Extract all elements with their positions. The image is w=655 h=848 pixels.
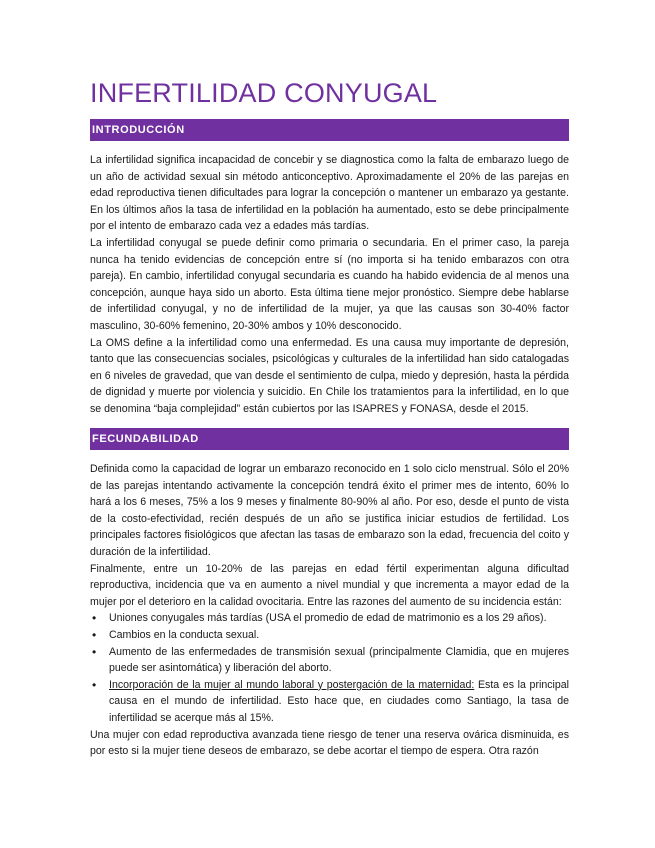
section-body-fecundabilidad [90, 461, 569, 760]
list-item [90, 677, 569, 727]
list-item-text: Aumento de las enfermedades de transmisión sexual (principalmente Clamidia, que en mujeres puede ser asintomática) y liberación del aborto. [109, 645, 569, 675]
list-item [90, 610, 569, 627]
section-body-introduccion [90, 152, 569, 418]
list-item [90, 627, 569, 644]
list-item-text: Uniones conyugales más tardías (USA el promedio de edad de matrimonio es a los 29 años). [109, 612, 547, 625]
paragraph: La infertilidad conyugal se puede definir como primaria o secundaria. En el primer caso, la pareja nunca ha tenido evidencias de concepción entre sí (no importa si ha tenido embarazos con otra pareja). En cambio, infertilidad conyugal secundaria es cuando ha habido evidencia de al menos una concepción, aunque haya sido un aborto. Esta última tiene mejor pronóstico. Siempre debe hablarse de infertilidad conyugal, y no de infertilidad de la mujer, ya que las causas son 30-40% factor masculino, 30-60% femenino, 20-30% ambos y 10% desconocido. [90, 236, 569, 332]
underlined-lead: Incorporación de la mujer al mundo laboral y postergación de la maternidad: [109, 678, 475, 691]
paragraph: La infertilidad significa incapacidad de concebir y se diagnostica como la falta de embarazo luego de un año de actividad sexual sin método anticonceptivo. Aproximadamente el 20% de las parejas en edad reproductiva tienen dificultades para lograr la concepción o mantener un embarazo ya gestante. En los últimos años la tasa de infertilidad en la población ha aumentado, esto se debe principalmente por el intento de embarazo cada vez a edades más tardías. [90, 154, 569, 233]
paragraph: Finalmente, entre un 10-20% de las parejas en edad fértil experimentan alguna dificultad reproductiva, incidencia que va en aumento a nivel mundial y que incrementa a mayor edad de la mujer por el deterioro en la calidad ovocitaria. Entre las razones del aumento de su incidencia están: [90, 562, 569, 608]
section-heading-fecundabilidad: FECUNDABILIDAD [90, 428, 569, 450]
document-title: INFERTILIDAD CONYUGAL [90, 78, 438, 108]
paragraph: La OMS define a la infertilidad como una enfermedad. Es una causa muy importante de depresión, tanto que las consecuencias sociales, psicológicas y culturales de la infertilidad han sido catalogadas en 6 niveles de gravedad, que van desde el sentimiento de culpa, miedo y depresión, hasta la pérdida de dignidad y muerte por violencia y suicidio. En Chile los tratamientos para la infertilidad, en lo que se denomina “baja complejidad” están cubiertos por las ISAPRES y FONASA, desde el 2015. [90, 336, 569, 415]
bullet-list [90, 610, 569, 726]
list-item-text: Esta es la principal causa en el mundo de infertilidad. Esto hace que, en ciudades como Santiago, la tasa de infertilidad se acerque más al 15%. [109, 678, 570, 724]
section-heading-introduccion: INTRODUCCIÓN [90, 119, 569, 141]
paragraph: Una mujer con edad reproductiva avanzada tiene riesgo de tener una reserva ovárica disminuida, es por esto si la mujer tiene deseos de embarazo, se debe acortar el tiempo de espera. Otra razón [90, 728, 569, 758]
list-item [90, 644, 569, 677]
paragraph: Definida como la capacidad de lograr un embarazo reconocido en 1 solo ciclo menstrual. Sólo el 20% de las parejas intentando activamente la concepción tendrá éxito el primer mes de intento, 60% lo hará a los 6 meses, 75% a los 9 meses y finalmente 80-90% al año. Por eso, desde el punto de vista de la costo-efectividad, recién después de un año se justifica iniciar estudios de fertilidad. Los principales factores fisiológicos que afectan las tasas de embarazo son la edad, frecuencia del coito y duración de la infertilidad. [90, 463, 569, 558]
list-item-text: Cambios en la conducta sexual. [109, 628, 260, 641]
